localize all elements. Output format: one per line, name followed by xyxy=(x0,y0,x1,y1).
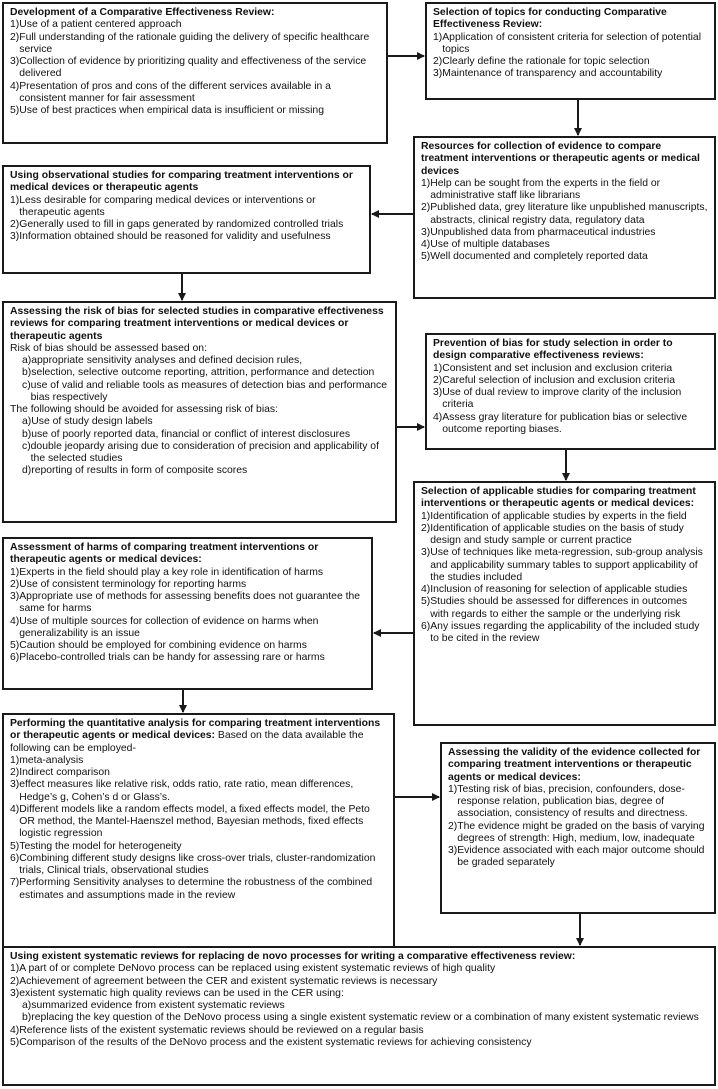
item-number: 2) xyxy=(421,202,431,214)
item-number: 6) xyxy=(10,652,20,664)
item-number: 3) xyxy=(10,231,20,243)
item-number: 5) xyxy=(421,251,431,263)
item-text: Use of dual review to improve clarity of the inclusion criteria xyxy=(442,387,682,411)
item-number: 1) xyxy=(433,31,443,43)
item-number: 2) xyxy=(10,975,20,987)
item-text: Clearly define the rationale for topic selection xyxy=(442,56,650,68)
item-number: b) xyxy=(22,428,32,440)
item-number: 3) xyxy=(10,56,20,68)
item-text: existent systematic high quality reviews can be used in the CER using: xyxy=(19,987,344,999)
item-number: 2) xyxy=(10,31,20,43)
item-text: Application of consistent criteria for selection of potential topics xyxy=(442,31,702,55)
item-number: a) xyxy=(22,1000,32,1012)
item-text: Reference lists of the existent systematic reviews should be reviewed on a regular basis xyxy=(19,1024,424,1036)
item-text: Caution should be employed for combining evidence on harms xyxy=(19,640,307,652)
item-number: 1) xyxy=(10,194,20,206)
item-text: Comparison of the results of the DeNovo process and the existent systematic reviews for achieving consistency xyxy=(19,1036,532,1048)
item-text: use of poorly reported data, financial or conflict of interest disclosures xyxy=(31,428,351,440)
item-text: Use of techniques like meta-regression, sub-group analysis and applicability summary tables to support applicability of the studies included xyxy=(430,547,703,583)
item-text: reporting of results in form of composite scores xyxy=(31,465,248,477)
item-text: use of valid and reliable tools as measures of detection bias and performance bias respectively xyxy=(30,379,388,403)
item-number: 5) xyxy=(10,1036,20,1048)
item-text: The evidence might be graded on the basis of varying degrees of strength: High, medium, low, inadequate xyxy=(457,820,705,844)
item-text: Use of multiple databases xyxy=(430,239,550,251)
item-text: Presentation of pros and cons of the different services available in a consistent manner for fair assessment xyxy=(19,80,331,104)
item-text: Evidence associated with each major outcome should be graded separately xyxy=(457,845,705,869)
box-title: Development of a Comparative Effectiveness Review: xyxy=(10,7,275,18)
item-text: Combining different study designs like cross-over trials, cluster-randomization trials, Clinical trials, observational studies xyxy=(19,852,376,877)
risk-intro: Risk of bias should be assessed based on: xyxy=(10,342,207,354)
item-number: c) xyxy=(22,440,31,452)
item-number: 4) xyxy=(421,584,431,596)
item-number: 3) xyxy=(433,68,443,80)
item-number: a) xyxy=(22,416,32,428)
item-number: 4) xyxy=(10,80,20,92)
item-number: 7) xyxy=(10,877,20,889)
item-number: 4) xyxy=(421,239,431,251)
item-text: Help can be sought from the experts in the field or administrative staff like librarians xyxy=(430,177,661,202)
item-text: Full understanding of the rationale guiding the delivery of specific healthcare service xyxy=(19,31,370,55)
item-text: Achievement of agreement between the CER and existent systematic reviews is necessary xyxy=(19,975,438,987)
item-number: 3) xyxy=(421,547,431,559)
item-text: effect measures like relative risk, odds ratio, rate ratio, mean differences, Hedge’s g, Cohen’s d or Glass’s. xyxy=(19,779,354,803)
item-number: 4) xyxy=(10,803,20,815)
item-text: Performing Sensitivity analyses to determine the robustness of the combined estimates and assumptions made in the review xyxy=(19,877,373,901)
item-number: 1) xyxy=(10,19,20,31)
item-text: Information obtained should be reasoned for validity and usefulness xyxy=(19,231,331,243)
item-text: Use of study design labels xyxy=(31,416,153,428)
item-text: Indirect comparison xyxy=(19,767,110,779)
item-text: Generally used to fill in gaps generated by randomized controlled trials xyxy=(19,219,344,231)
box-title: Using observational studies for comparing treatment interventions or medical devices or therapeutic agents xyxy=(10,170,353,194)
item-text: Well documented and completely reported data xyxy=(430,251,648,263)
title-bold: Performing the quantitative analysis for comparing treatment interventions or therapeutic agents or medical devices: xyxy=(10,718,381,742)
item-text: Identification of applicable studies on the basis of study design and study sample or current practice xyxy=(430,522,684,547)
item-number: 4) xyxy=(10,615,20,627)
item-number: 4) xyxy=(10,1024,20,1036)
item-text: Any issues regarding the applicability of the included study to be cited in the review xyxy=(430,620,700,645)
item-number: 1) xyxy=(421,177,431,189)
item-number: 1) xyxy=(10,566,20,578)
item-text: Published data, grey literature like unpublished manuscripts, abstracts, clinical registry data, regulatory data xyxy=(430,202,708,226)
item-number: 2) xyxy=(433,374,443,386)
item-text: Use of multiple sources for collection of evidence on harms when generalizability is an issue xyxy=(19,615,319,639)
item-number: 1) xyxy=(448,783,458,795)
item-number: 1) xyxy=(421,510,431,522)
item-text: Use of best practices when empirical data is insufficient or missing xyxy=(19,105,324,117)
item-number: 2) xyxy=(10,578,20,590)
box-title: Selection of applicable studies for comparing treatment interventions or therapeutic agents or medical devices: xyxy=(421,486,696,510)
item-number: 4) xyxy=(433,411,443,423)
item-number: 1) xyxy=(10,963,20,975)
item-number: 5) xyxy=(10,105,20,117)
item-number: 3) xyxy=(448,845,458,857)
avoid-intro: The following should be avoided for assessing risk of bias: xyxy=(10,404,278,416)
item-text: Maintenance of transparency and accountability xyxy=(442,68,663,80)
item-text: A part of or complete DeNovo process can be replaced using existent systematic reviews of high quality xyxy=(19,963,496,975)
item-number: d) xyxy=(22,465,32,477)
item-number: 3) xyxy=(421,226,431,238)
item-number: c) xyxy=(22,379,31,391)
item-number: 1) xyxy=(433,362,443,374)
item-text: Inclusion of reasoning for selection of applicable studies xyxy=(430,584,688,596)
item-number: 2) xyxy=(448,820,458,832)
item-text: double jeopardy arising due to consideration of precision and applicability of the selected studies xyxy=(30,440,379,465)
item-number: 5) xyxy=(10,640,20,652)
item-number: 3) xyxy=(10,987,20,999)
item-number: a) xyxy=(22,355,32,367)
item-text: meta-analysis xyxy=(19,754,84,766)
item-number: 6) xyxy=(10,852,20,864)
item-text: Collection of evidence by prioritizing quality and effectiveness of the service delivered xyxy=(19,56,367,80)
item-text: Unpublished data from pharmaceutical industries xyxy=(430,226,656,238)
item-text: Testing the model for heterogeneity xyxy=(19,840,182,852)
box-title: Assessing the validity of the evidence collected for comparing treatment interventions or therapeutic agents or medical devices: xyxy=(448,747,701,783)
title-tail: Based on the data available the following can be employed- xyxy=(10,730,364,754)
item-number: 3) xyxy=(10,591,20,603)
box-title: Assessment of harms of comparing treatment interventions or therapeutic agents or medical devices: xyxy=(10,542,319,566)
item-number: 5) xyxy=(421,596,431,608)
item-number: 2) xyxy=(421,522,431,534)
item-text: Testing risk of bias, precision, confounders, dose-response relation, publication bias, degree of association, consistency of results and directness. xyxy=(457,783,688,820)
item-number: 2) xyxy=(10,219,20,231)
item-text: appropriate sensitivity analyses and defined decision rules, xyxy=(31,355,303,367)
item-text: replacing the key question of the DeNovo process using a single existent systematic review or a combination of many existent systematic reviews xyxy=(31,1012,699,1024)
item-text: summarized evidence from existent systematic reviews xyxy=(31,1000,285,1012)
item-text: Studies should be assessed for differences in outcomes with regards to either the sample or the underlying risk xyxy=(430,596,688,620)
box-title: Prevention of bias for study selection in order to design comparative effectiveness reviews: xyxy=(433,338,673,362)
item-text: Assess gray literature for publication bias or selective outcome reporting biases. xyxy=(442,411,688,435)
item-text: Identification of applicable studies by experts in the field xyxy=(430,510,687,522)
item-text: Use of consistent terminology for reporting harms xyxy=(19,578,247,590)
item-number: 5) xyxy=(10,840,20,852)
item-text: Consistent and set inclusion and exclusion criteria xyxy=(442,362,673,374)
item-text: Appropriate use of methods for assessing benefits does not guarantee the same for harms xyxy=(19,591,361,615)
item-number: 2) xyxy=(10,767,20,779)
box-title: Selection of topics for conducting Comparative Effectiveness Review: xyxy=(433,7,667,31)
item-number: 1) xyxy=(10,754,20,766)
item-text: Careful selection of inclusion and exclusion criteria xyxy=(442,374,676,386)
item-number: 6) xyxy=(421,620,431,632)
item-text: Less desirable for comparing medical devices or interventions or therapeutic agents xyxy=(19,194,316,218)
item-text: Placebo-controlled trials can be handy for assessing rare or harms xyxy=(19,652,325,664)
box-title: Resources for collection of evidence to compare treatment interventions or therapeutic agents or medical devices xyxy=(421,141,700,177)
item-text: Experts in the field should play a key role in identification of harms xyxy=(19,566,324,578)
item-text: Use of a patient centered approach xyxy=(19,19,182,31)
item-number: b) xyxy=(22,367,32,379)
item-number: b) xyxy=(22,1012,32,1024)
item-text: selection, selective outcome reporting, attrition, performance and detection xyxy=(31,367,375,379)
item-number: 3) xyxy=(433,387,443,399)
box-title: Using existent systematic reviews for replacing de novo processes for writing a comparative effectiveness review: xyxy=(10,951,576,962)
box-title: Assessing the risk of bias for selected studies in comparative effectiveness reviews for comparing treatment interventions or medical devices or therapeutic agents xyxy=(10,306,384,342)
item-number: 2) xyxy=(433,56,443,68)
item-text: Different models like a random effects model, a fixed effects model, the Peto OR method, the Mantel-Haenszel method, Bayesian methods, fixed effects logistic regression xyxy=(19,803,370,840)
item-number: 3) xyxy=(10,779,20,791)
